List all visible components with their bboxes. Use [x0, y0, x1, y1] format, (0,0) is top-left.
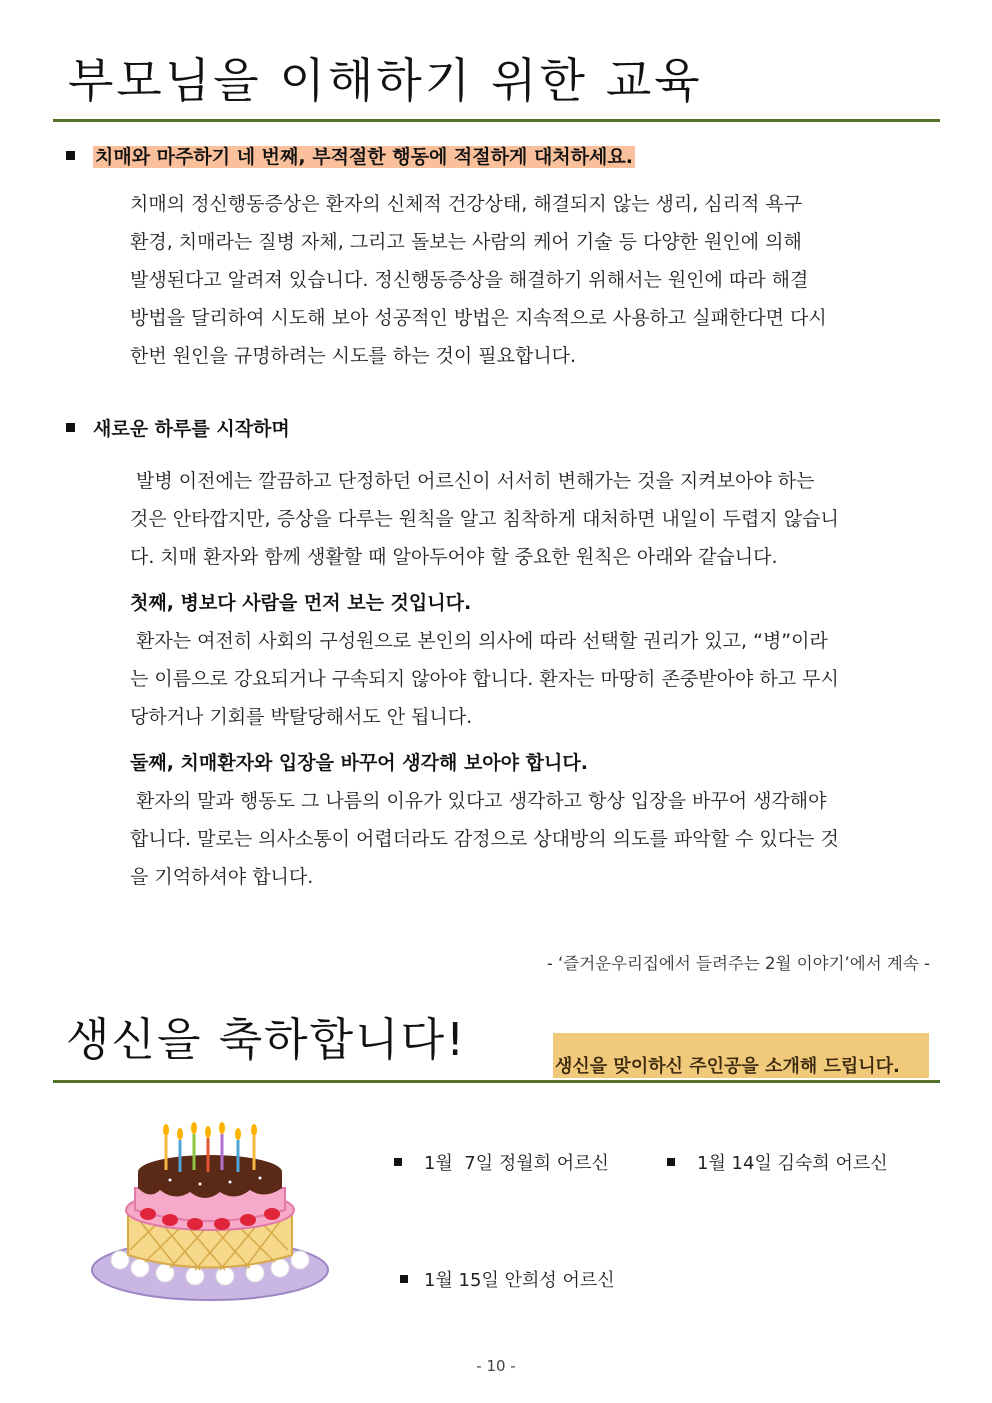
paragraph-line: 는 이름으로 강요되거나 구속되지 않아야 합니다. 환자는 마땅히 존중받아야 하고 무시 — [130, 668, 839, 690]
section2-heading-row — [66, 414, 290, 441]
birthday-title: 생신을 축하합니다! — [66, 1013, 467, 1066]
source-note: - ‘즐거운우리집에서 들려주는 2월 이야기’에서 계속 - — [546, 954, 930, 973]
paragraph-line: 발병 이전에는 깔끔하고 단정하던 어르신이 서서히 변해가는 것을 지켜보아야 하는 — [130, 470, 815, 492]
paragraph-line: 발생된다고 알려져 있습니다. 정신행동증상을 해결하기 위해서는 원인에 따라 해결 — [130, 269, 809, 291]
paragraph-line: 것은 안타깝지만, 증상을 다루는 원칙을 알고 침착하게 대처하면 내일이 두렵지 않습니 — [130, 508, 839, 530]
birthday-entry: 1월 7일 정월희 어르신 — [394, 1149, 609, 1175]
section2-body — [130, 462, 930, 896]
square-bullet-icon — [66, 151, 75, 160]
section1-paragraph — [130, 185, 930, 375]
paragraph-line: 합니다. 말로는 의사소통이 어렵더라도 감정으로 상대방의 의도를 파악할 수 있다는 것 — [130, 828, 839, 850]
page-title: 부모님을 이해하기 위한 교육 — [68, 54, 703, 109]
point1-title: 첫째, 병보다 사람을 먼저 보는 것입니다. — [130, 592, 472, 614]
paragraph-line: 한번 원인을 규명하려는 시도를 하는 것이 필요합니다. — [130, 345, 577, 367]
birthday-divider — [53, 1080, 940, 1083]
square-bullet-icon — [400, 1275, 408, 1283]
section1-heading-row — [66, 142, 635, 169]
title-divider — [53, 119, 940, 122]
birthday-entry: 1월 15일 안희성 어르신 — [400, 1266, 615, 1292]
paragraph-line: 다. 치매 환자와 함께 생활할 때 알아두어야 할 중요한 원칙은 아래와 같습니다. — [130, 546, 778, 568]
section1-heading: 치매와 마주하기 네 번째, 부적절한 행동에 적절하게 대처하세요. — [95, 146, 633, 168]
paragraph-line: 환자는 여전히 사회의 구성원으로 본인의 의사에 따라 선택할 권리가 있고, “병”이라 — [130, 630, 828, 652]
birthday-entry: 1월 14일 김숙희 어르신 — [667, 1149, 888, 1175]
square-bullet-icon — [667, 1158, 675, 1166]
page-number: - 10 - — [476, 1357, 516, 1375]
section2-heading: 새로운 하루를 시작하며 — [93, 418, 290, 440]
paragraph-line: 환경, 치매라는 질병 자체, 그리고 돌보는 사람의 케어 기술 등 다양한 원인에 의해 — [130, 231, 802, 253]
paragraph-line: 치매의 정신행동증상은 환자의 신체적 건강상태, 해결되지 않는 생리, 심리적 욕구 — [130, 193, 803, 215]
point2-title: 둘째, 치매환자와 입장을 바꾸어 생각해 보아야 합니다. — [130, 752, 588, 774]
paragraph-line: 방법을 달리하여 시도해 보아 성공적인 방법은 지속적으로 사용하고 실패한다면 다시 — [130, 307, 827, 329]
birthday-cake-icon — [80, 1110, 340, 1320]
paragraph-line: 환자의 말과 행동도 그 나름의 이유가 있다고 생각하고 항상 입장을 바꾸어 생각해야 — [130, 790, 827, 812]
square-bullet-icon — [394, 1158, 402, 1166]
birthday-subtitle: 생신을 맞이하신 주인공을 소개해 드립니다. — [555, 1056, 900, 1077]
square-bullet-icon — [66, 423, 75, 432]
paragraph-line: 을 기억하셔야 합니다. — [130, 866, 314, 888]
paragraph-line: 당하거나 기회를 박탈당해서도 안 됩니다. — [130, 706, 473, 728]
